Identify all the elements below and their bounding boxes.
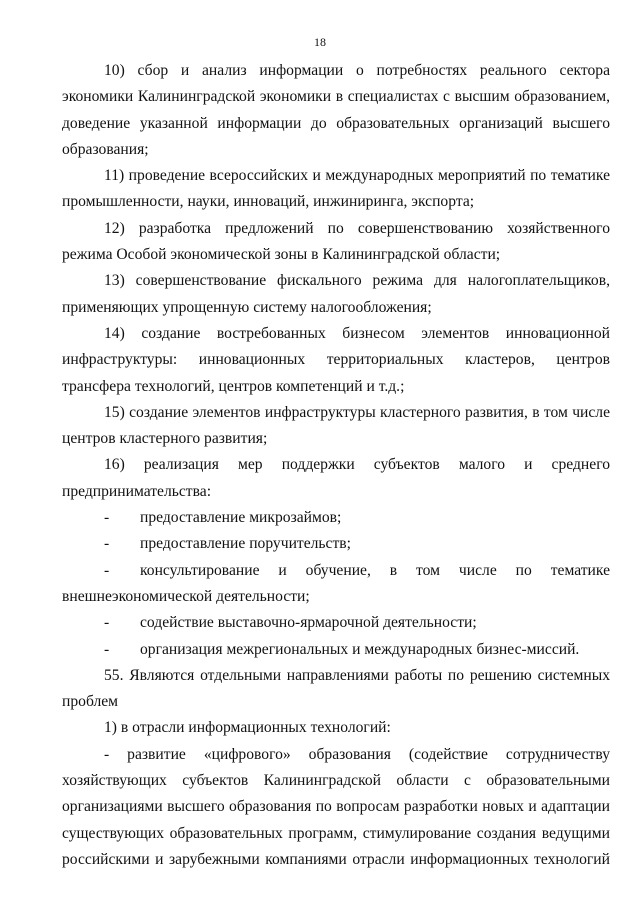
paragraph-10: 10) сбор и анализ информации о потребностях реального сектора экономики Калининградской экономики в специалистах с высшим образованием, доведение указанной информации до образовательных организаций высшего образования;: [62, 62, 610, 158]
paragraph-13: 13) совершенствование фискального режима для налогоплательщиков, применяющих упрощенную систему налогообложения;: [62, 272, 610, 316]
page-number: 18: [314, 35, 326, 49]
document-body: [62, 58, 610, 873]
paragraph-14: 14) создание востребованных бизнесом элементов инновационной инфраструктуры: инновационных территориальных кластеров, центров трансфера технологий, центров компетенций и т.д.;: [62, 324, 610, 395]
paragraph-16: 16) реализация мер поддержки субъектов малого и среднего предпринимательства:: [62, 456, 610, 500]
list-item-text: консультирование и обучение, в том числе по тематике внешнеэкономической деятельности;: [62, 561, 610, 605]
dash-marker: -: [104, 561, 110, 579]
paragraph-55: 55. Являются отдельными направлениями работы по решению системных проблем: [62, 666, 610, 711]
paragraph-15: 15) создание элементов инфраструктуры кластерного развития, в том числе центров кластерного развития;: [62, 403, 610, 448]
paragraph-55-1: 1) в отрасли информационных технологий:: [104, 719, 391, 737]
paragraph-11: 11) проведение всероссийских и международных мероприятий по тематике промышленности, науки, инноваций, инжиниринга, экспорта;: [62, 167, 610, 211]
dash-marker: -: [104, 509, 110, 527]
list-item-text: предоставление микрозаймов;: [140, 509, 342, 527]
dash-marker: -: [104, 640, 110, 658]
list-item: [62, 558, 610, 611]
list-item-text: содействие выставочно-ярмарочной деятельности;: [140, 614, 477, 632]
paragraph-12: 12) разработка предложений по совершенствованию хозяйственного режима Особой экономической зоны в Калининградской области;: [62, 219, 610, 264]
list-item: [62, 531, 610, 557]
list-item: [62, 637, 610, 663]
paragraph-digital-education: - развитие «цифрового» образования (содействие сотрудничеству хозяйствующих субъектов Калининградской области с образовательными организациями высшего образования по вопросам разработки новых и адаптации существующих образовательных программ, стимулирование создания ведущими российскими и зарубежными компаниями отрасли информационных технологий: [62, 745, 610, 868]
list-item: [62, 505, 610, 531]
list-item-text: предоставление поручительств;: [140, 535, 351, 553]
dash-marker: -: [104, 535, 110, 553]
list-item: [62, 610, 610, 636]
dash-marker: -: [104, 614, 110, 632]
list-item-text: организация межрегиональных и международных бизнес-миссий.: [140, 640, 580, 658]
